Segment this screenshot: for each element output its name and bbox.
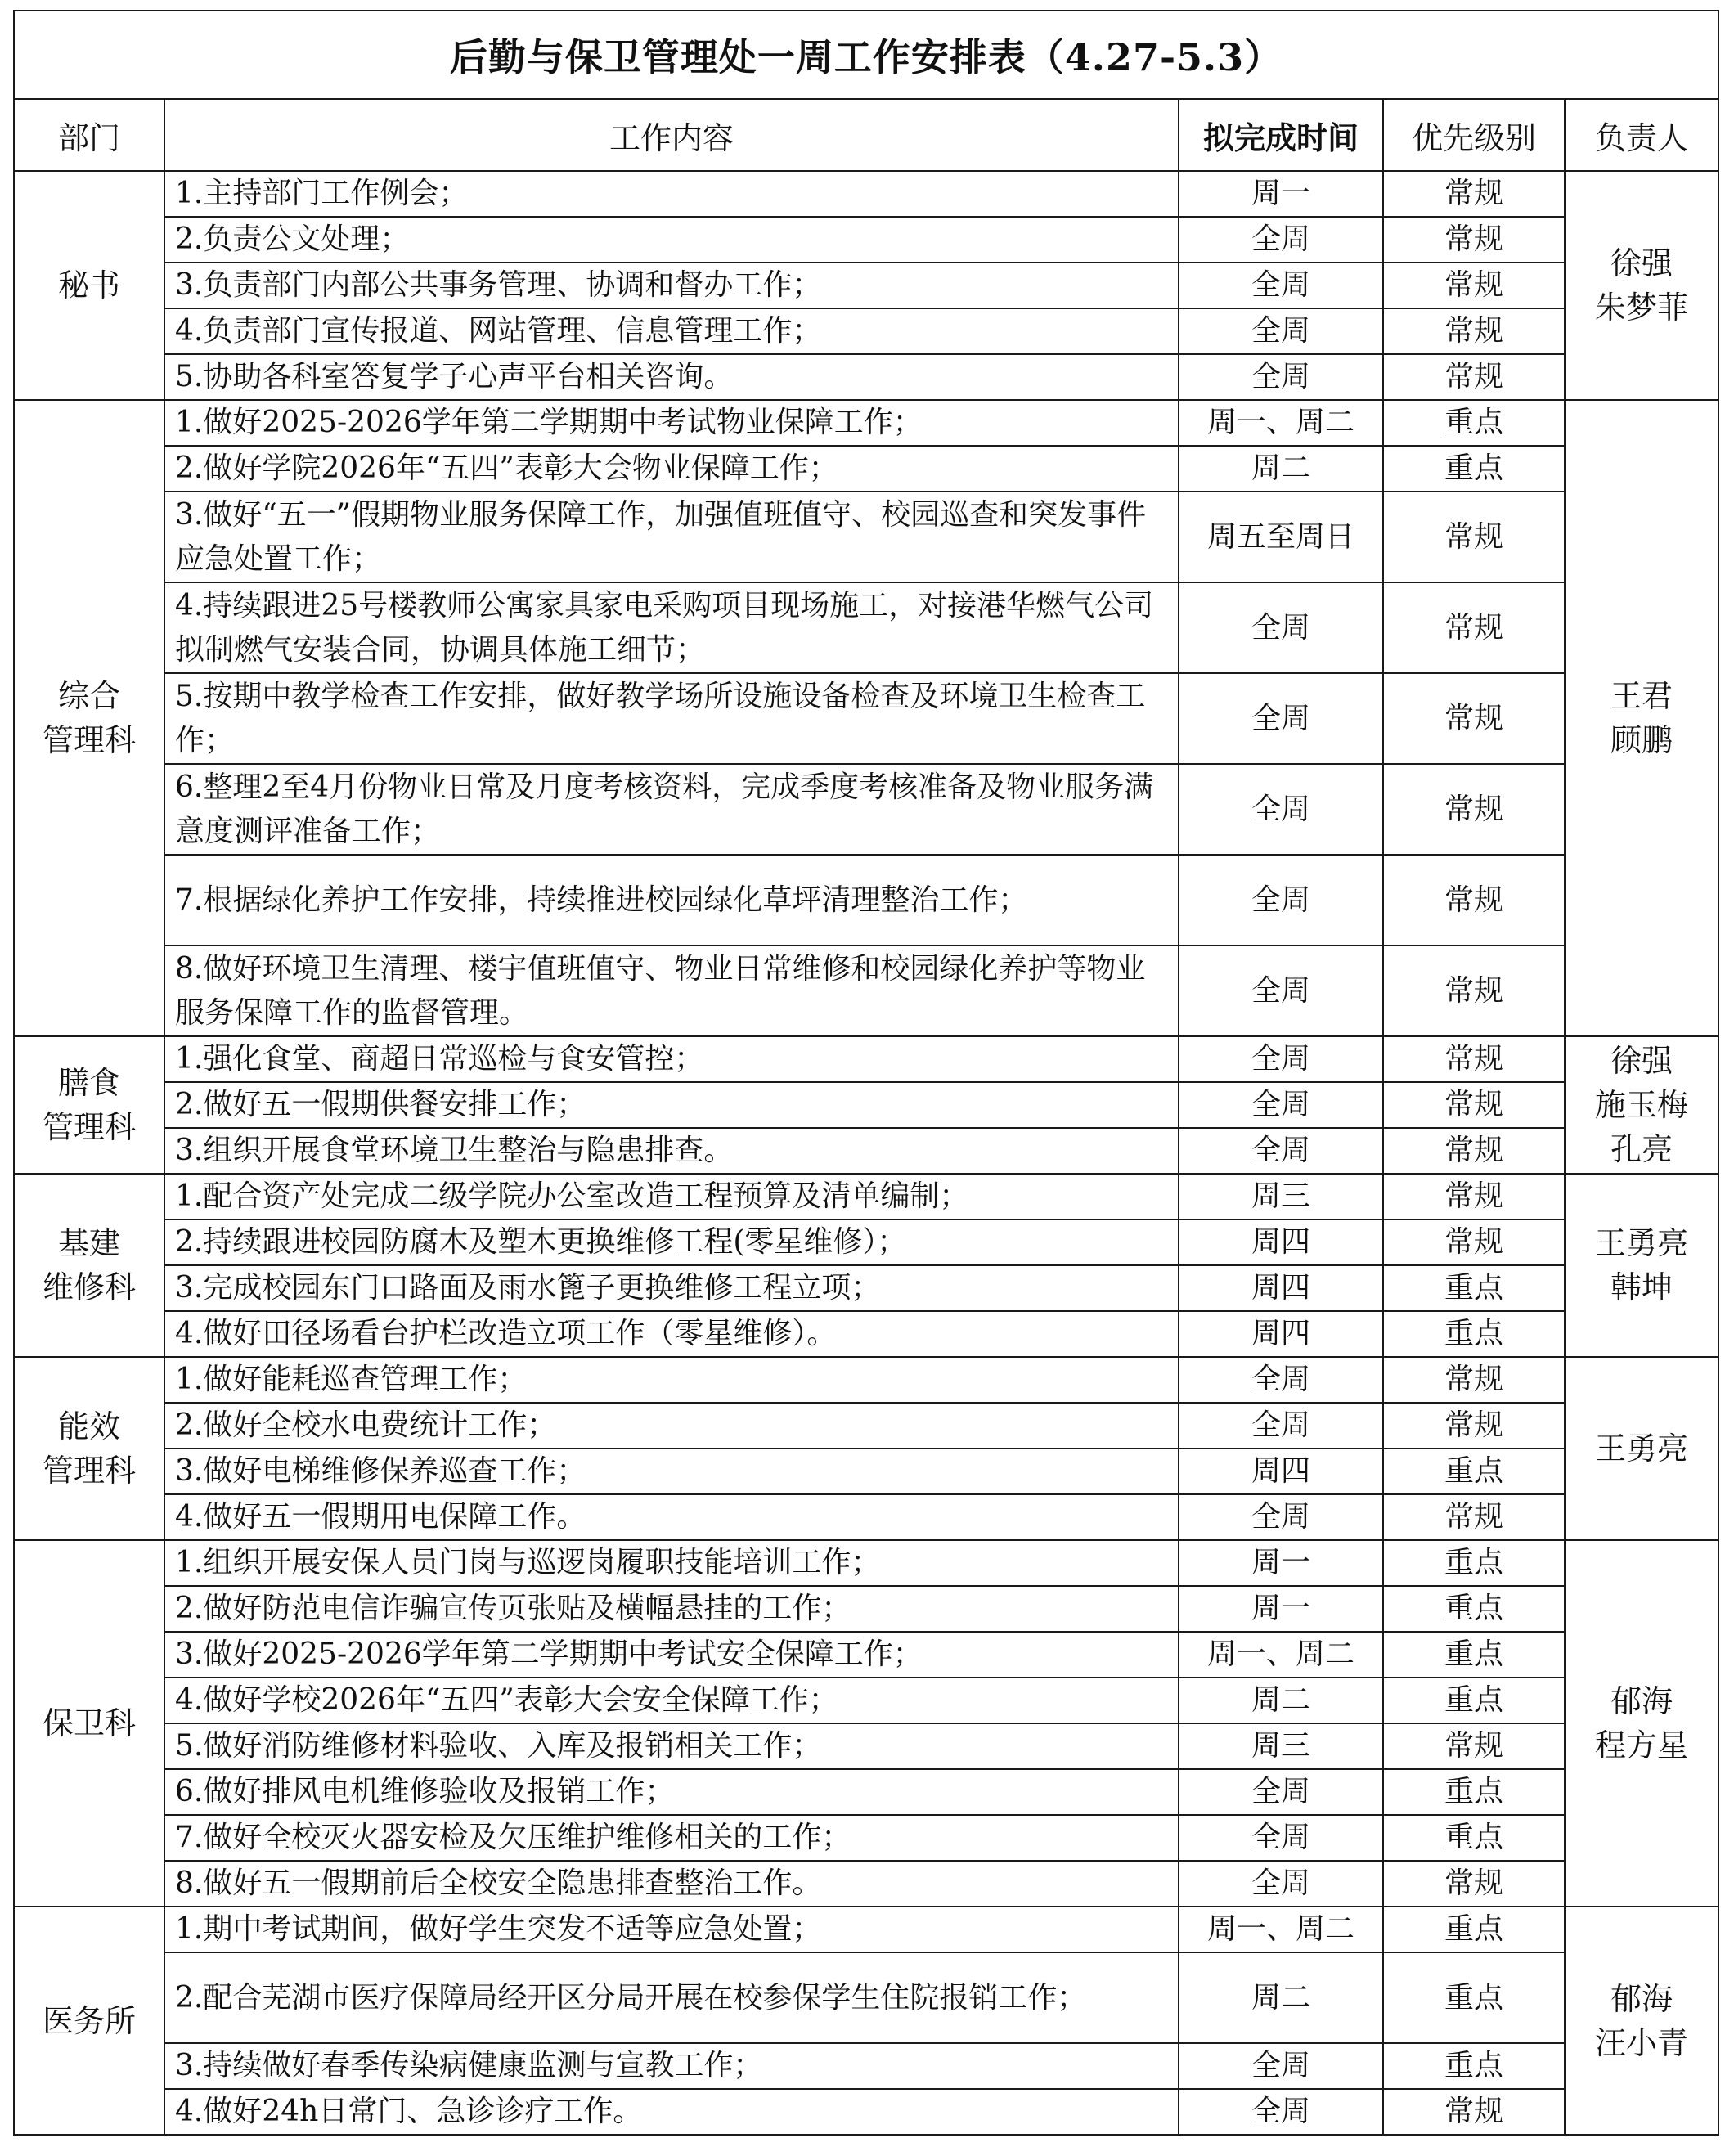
table-row — [14, 1403, 1718, 1449]
time-cell: 全周 — [1179, 1082, 1383, 1128]
owner-cell: 郁海 程方星 — [1565, 1540, 1718, 1907]
table-row — [14, 1769, 1718, 1815]
priority-cell: 常规 — [1383, 171, 1565, 217]
content-cell: 2.负责公文处理； — [164, 217, 1179, 263]
owner-cell: 徐强 朱梦菲 — [1565, 171, 1718, 400]
priority-cell: 常规 — [1383, 354, 1565, 400]
time-cell: 周二 — [1179, 1952, 1383, 2043]
priority-cell: 重点 — [1383, 1265, 1565, 1311]
priority-cell: 常规 — [1383, 1403, 1565, 1449]
table-row — [14, 945, 1718, 1036]
priority-cell: 常规 — [1383, 1357, 1565, 1403]
time-cell: 周五至周日 — [1179, 492, 1383, 582]
content-cell: 2.做好防范电信诈骗宣传页张贴及横幅悬挂的工作； — [164, 1586, 1179, 1632]
time-cell: 周一、周二 — [1179, 1907, 1383, 1952]
schedule-table — [13, 10, 1719, 2136]
time-cell: 全周 — [1179, 2089, 1383, 2135]
header-dept: 部门 — [14, 99, 164, 171]
table-row — [14, 1219, 1718, 1265]
content-cell: 2.做好学院2026年“五四”表彰大会物业保障工作； — [164, 446, 1179, 492]
dept-cell: 膳食 管理科 — [14, 1036, 164, 1174]
content-cell: 3.持续做好春季传染病健康监测与宣教工作； — [164, 2043, 1179, 2089]
content-cell: 3.做好2025-2026学年第二学期期中考试安全保障工作； — [164, 1632, 1179, 1678]
table-row — [14, 263, 1718, 308]
table-row — [14, 1174, 1718, 1219]
time-cell: 周一、周二 — [1179, 400, 1383, 446]
table-row — [14, 1632, 1718, 1678]
owner-cell: 王勇亮 韩坤 — [1565, 1174, 1718, 1357]
owner-cell: 王君 顾鹏 — [1565, 400, 1718, 1036]
time-cell: 全周 — [1179, 217, 1383, 263]
time-cell: 周二 — [1179, 1678, 1383, 1723]
content-cell: 4.做好田径场看台护栏改造立项工作（零星维修）。 — [164, 1311, 1179, 1357]
schedule-sheet — [13, 10, 1718, 2136]
content-cell: 3.完成校园东门口路面及雨水篦子更换维修工程立项； — [164, 1265, 1179, 1311]
content-cell: 5.按期中教学检查工作安排，做好教学场所设施设备检查及环境卫生检查工作； — [164, 673, 1179, 764]
table-row — [14, 1586, 1718, 1632]
content-cell: 8.做好五一假期前后全校安全隐患排查整治工作。 — [164, 1861, 1179, 1907]
table-row — [14, 1723, 1718, 1769]
priority-cell: 常规 — [1383, 1128, 1565, 1174]
table-row — [14, 1815, 1718, 1861]
table-row — [14, 354, 1718, 400]
time-cell: 周三 — [1179, 1174, 1383, 1219]
table-row — [14, 1449, 1718, 1494]
table-row — [14, 308, 1718, 354]
content-cell: 1.强化食堂、商超日常巡检与食安管控； — [164, 1036, 1179, 1082]
owner-cell: 王勇亮 — [1565, 1357, 1718, 1540]
priority-cell: 重点 — [1383, 1769, 1565, 1815]
time-cell: 全周 — [1179, 1861, 1383, 1907]
header-owner: 负责人 — [1565, 99, 1718, 171]
header-priority: 优先级别 — [1383, 99, 1565, 171]
time-cell: 全周 — [1179, 764, 1383, 855]
time-cell: 周一 — [1179, 1540, 1383, 1586]
content-cell: 2.做好全校水电费统计工作； — [164, 1403, 1179, 1449]
time-cell: 全周 — [1179, 263, 1383, 308]
time-cell: 周四 — [1179, 1449, 1383, 1494]
priority-cell: 重点 — [1383, 1449, 1565, 1494]
content-cell: 3.负责部门内部公共事务管理、协调和督办工作； — [164, 263, 1179, 308]
time-cell: 全周 — [1179, 1036, 1383, 1082]
time-cell: 全周 — [1179, 1357, 1383, 1403]
table-row — [14, 1082, 1718, 1128]
time-cell: 周四 — [1179, 1219, 1383, 1265]
priority-cell: 常规 — [1383, 308, 1565, 354]
table-row — [14, 1128, 1718, 1174]
priority-cell: 常规 — [1383, 673, 1565, 764]
table-row — [14, 217, 1718, 263]
table-row — [14, 2089, 1718, 2135]
time-cell: 全周 — [1179, 1494, 1383, 1540]
content-cell: 4.持续跟进25号楼教师公寓家具家电采购项目现场施工，对接港华燃气公司拟制燃气安装合同，协调具体施工细节； — [164, 582, 1179, 673]
priority-cell: 常规 — [1383, 1723, 1565, 1769]
table-row — [14, 2043, 1718, 2089]
priority-cell: 重点 — [1383, 1815, 1565, 1861]
content-cell: 6.整理2至4月份物业日常及月度考核资料，完成季度考核准备及物业服务满意度测评准备工作； — [164, 764, 1179, 855]
priority-cell: 常规 — [1383, 1494, 1565, 1540]
content-cell: 4.做好学校2026年“五四”表彰大会安全保障工作； — [164, 1678, 1179, 1723]
priority-cell: 常规 — [1383, 217, 1565, 263]
content-cell: 1.做好能耗巡查管理工作； — [164, 1357, 1179, 1403]
time-cell: 全周 — [1179, 308, 1383, 354]
priority-cell: 常规 — [1383, 855, 1565, 945]
priority-cell: 常规 — [1383, 1861, 1565, 1907]
table-row — [14, 1357, 1718, 1403]
table-row — [14, 1265, 1718, 1311]
priority-cell: 重点 — [1383, 400, 1565, 446]
table-row — [14, 1907, 1718, 1952]
priority-cell: 重点 — [1383, 1540, 1565, 1586]
content-cell: 7.做好全校灭火器安检及欠压维护维修相关的工作； — [164, 1815, 1179, 1861]
time-cell: 全周 — [1179, 2043, 1383, 2089]
header-time: 拟完成时间 — [1179, 99, 1383, 171]
time-cell: 周一 — [1179, 1586, 1383, 1632]
priority-cell: 常规 — [1383, 492, 1565, 582]
header-content: 工作内容 — [164, 99, 1179, 171]
priority-cell: 常规 — [1383, 1036, 1565, 1082]
priority-cell: 常规 — [1383, 1219, 1565, 1265]
time-cell: 全周 — [1179, 582, 1383, 673]
time-cell: 周四 — [1179, 1311, 1383, 1357]
table-row — [14, 1494, 1718, 1540]
priority-cell: 常规 — [1383, 2089, 1565, 2135]
content-cell: 4.负责部门宣传报道、网站管理、信息管理工作； — [164, 308, 1179, 354]
time-cell: 周三 — [1179, 1723, 1383, 1769]
time-cell: 全周 — [1179, 1403, 1383, 1449]
page-title: 后勤与保卫管理处一周工作安排表（4.27-5.3） — [14, 11, 1718, 99]
content-cell: 1.组织开展安保人员门岗与巡逻岗履职技能培训工作； — [164, 1540, 1179, 1586]
dept-cell: 能效 管理科 — [14, 1357, 164, 1540]
priority-cell: 常规 — [1383, 263, 1565, 308]
time-cell: 全周 — [1179, 1128, 1383, 1174]
priority-cell: 常规 — [1383, 1082, 1565, 1128]
table-row — [14, 1861, 1718, 1907]
content-cell: 1.做好2025-2026学年第二学期期中考试物业保障工作； — [164, 400, 1179, 446]
dept-cell: 基建 维修科 — [14, 1174, 164, 1357]
owner-cell: 郁海 汪小青 — [1565, 1907, 1718, 2135]
time-cell: 全周 — [1179, 1815, 1383, 1861]
time-cell: 全周 — [1179, 1769, 1383, 1815]
dept-cell: 综合 管理科 — [14, 400, 164, 1036]
header-row — [14, 99, 1718, 171]
table-row — [14, 1311, 1718, 1357]
time-cell: 全周 — [1179, 354, 1383, 400]
table-row — [14, 1036, 1718, 1082]
table-row — [14, 582, 1718, 673]
table-row — [14, 764, 1718, 855]
table-row — [14, 855, 1718, 945]
priority-cell: 重点 — [1383, 1907, 1565, 1952]
priority-cell: 常规 — [1383, 945, 1565, 1036]
time-cell: 全周 — [1179, 673, 1383, 764]
priority-cell: 重点 — [1383, 446, 1565, 492]
content-cell: 8.做好环境卫生清理、楼宇值班值守、物业日常维修和校园绿化养护等物业服务保障工作的监督管理。 — [164, 945, 1179, 1036]
priority-cell: 重点 — [1383, 1586, 1565, 1632]
table-row — [14, 492, 1718, 582]
priority-cell: 常规 — [1383, 582, 1565, 673]
content-cell: 4.做好24h日常门、急诊诊疗工作。 — [164, 2089, 1179, 2135]
content-cell: 5.协助各科室答复学子心声平台相关咨询。 — [164, 354, 1179, 400]
priority-cell: 重点 — [1383, 1678, 1565, 1723]
time-cell: 周一、周二 — [1179, 1632, 1383, 1678]
table-row — [14, 1540, 1718, 1586]
dept-cell: 医务所 — [14, 1907, 164, 2135]
table-row — [14, 171, 1718, 217]
content-cell: 7.根据绿化养护工作安排，持续推进校园绿化草坪清理整治工作； — [164, 855, 1179, 945]
owner-cell: 徐强 施玉梅 孔亮 — [1565, 1036, 1718, 1174]
time-cell: 周一 — [1179, 171, 1383, 217]
content-cell: 3.做好“五一”假期物业服务保障工作，加强值班值守、校园巡查和突发事件应急处置工作； — [164, 492, 1179, 582]
content-cell: 1.配合资产处完成二级学院办公室改造工程预算及清单编制； — [164, 1174, 1179, 1219]
content-cell: 1.期中考试期间，做好学生突发不适等应急处置； — [164, 1907, 1179, 1952]
priority-cell: 重点 — [1383, 2043, 1565, 2089]
content-cell: 4.做好五一假期用电保障工作。 — [164, 1494, 1179, 1540]
time-cell: 全周 — [1179, 855, 1383, 945]
table-row — [14, 1952, 1718, 2043]
content-cell: 6.做好排风电机维修验收及报销工作； — [164, 1769, 1179, 1815]
priority-cell: 重点 — [1383, 1311, 1565, 1357]
table-row — [14, 1678, 1718, 1723]
content-cell: 3.组织开展食堂环境卫生整治与隐患排查。 — [164, 1128, 1179, 1174]
content-cell: 2.配合芜湖市医疗保障局经开区分局开展在校参保学生住院报销工作； — [164, 1952, 1179, 2043]
priority-cell: 常规 — [1383, 764, 1565, 855]
priority-cell: 常规 — [1383, 1174, 1565, 1219]
table-row — [14, 400, 1718, 446]
time-cell: 全周 — [1179, 945, 1383, 1036]
table-row — [14, 673, 1718, 764]
dept-cell: 秘书 — [14, 171, 164, 400]
dept-cell: 保卫科 — [14, 1540, 164, 1907]
priority-cell: 重点 — [1383, 1632, 1565, 1678]
content-cell: 2.持续跟进校园防腐木及塑木更换维修工程(零星维修）； — [164, 1219, 1179, 1265]
priority-cell: 重点 — [1383, 1952, 1565, 2043]
content-cell: 2.做好五一假期供餐安排工作； — [164, 1082, 1179, 1128]
content-cell: 3.做好电梯维修保养巡查工作； — [164, 1449, 1179, 1494]
table-row — [14, 446, 1718, 492]
content-cell: 1.主持部门工作例会； — [164, 171, 1179, 217]
time-cell: 周四 — [1179, 1265, 1383, 1311]
time-cell: 周二 — [1179, 446, 1383, 492]
content-cell: 5.做好消防维修材料验收、入库及报销相关工作； — [164, 1723, 1179, 1769]
